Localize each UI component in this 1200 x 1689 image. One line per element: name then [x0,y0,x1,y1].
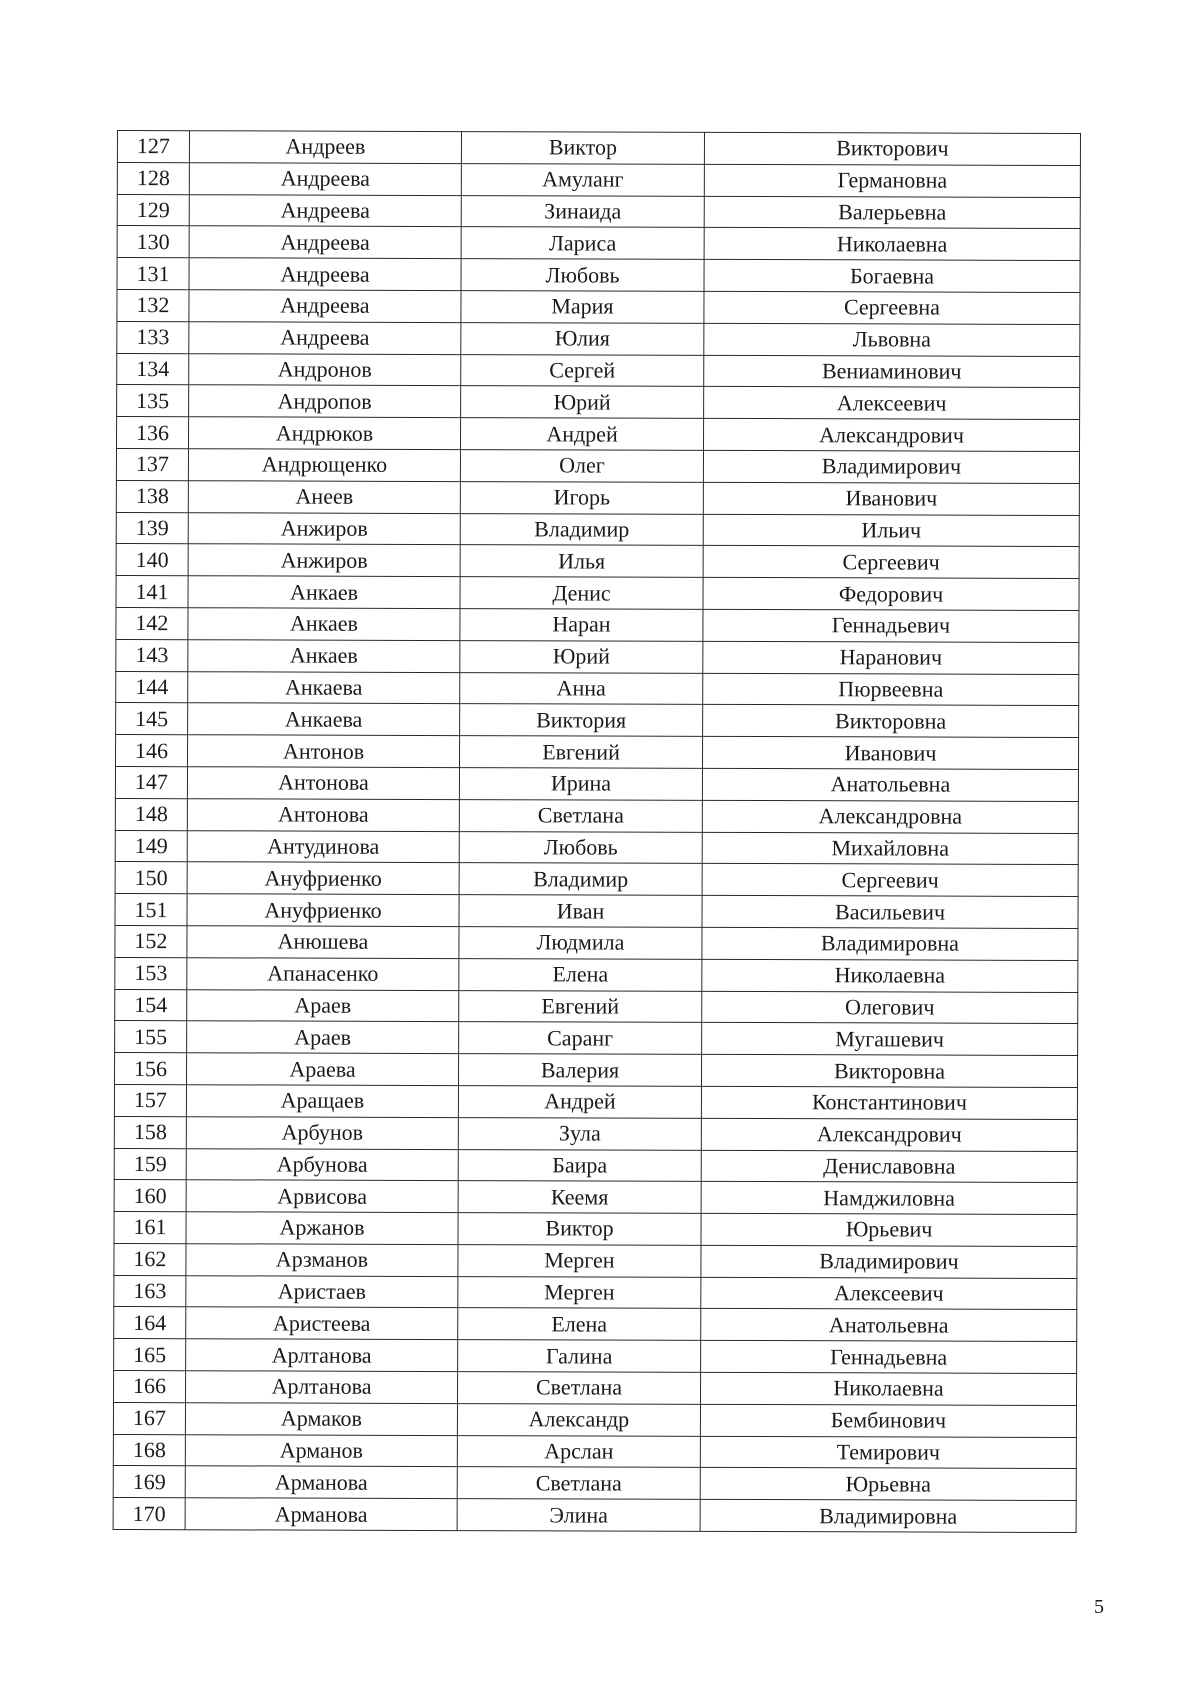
patronymic-cell: Владимирович [701,1245,1077,1278]
row-number-cell: 162 [114,1243,186,1275]
first-name-cell: Элина [457,1499,700,1532]
patronymic-cell: Анатольевна [701,1309,1077,1342]
first-name-cell: Мерген [458,1276,701,1309]
patronymic-cell: Анатольевна [702,768,1078,801]
row-number-cell: 149 [115,830,187,862]
patronymic-cell: Викторовна [703,705,1079,738]
first-name-cell: Анна [460,672,703,705]
row-number-cell: 129 [117,194,189,226]
first-name-cell: Зинаида [461,195,704,228]
table-row [114,1084,1077,1119]
row-number-cell: 147 [115,766,187,798]
last-name-cell: Антонова [187,767,459,800]
patronymic-cell: Юрьевна [700,1468,1076,1501]
last-name-cell: Андреева [189,258,461,291]
last-name-cell: Арзманов [186,1244,458,1277]
patronymic-cell: Дениславовна [701,1150,1077,1183]
patronymic-cell: Михайловна [702,832,1078,865]
row-number-cell: 160 [114,1180,186,1212]
last-name-cell: Антонов [188,735,460,768]
table-row [115,989,1078,1024]
row-number-cell: 142 [116,607,188,639]
table-row [115,862,1078,897]
last-name-cell: Араев [187,1021,459,1054]
first-name-cell: Игорь [460,481,703,514]
first-name-cell: Лариса [461,227,704,260]
row-number-cell: 150 [115,862,187,894]
first-name-cell: Владимир [459,863,702,896]
first-name-cell: Людмила [459,927,702,960]
first-name-cell: Виктор [461,132,704,165]
row-number-cell: 148 [115,798,187,830]
table-row [114,1243,1077,1278]
patronymic-cell: Алексеевич [701,1277,1077,1310]
patronymic-cell: Николаевна [702,959,1078,992]
first-name-cell: Евгений [459,736,702,769]
table-row [116,607,1079,642]
table-row [117,385,1080,420]
patronymic-cell: Иванович [702,736,1078,769]
first-name-cell: Сергей [461,354,704,387]
table-row [114,1148,1077,1183]
patronymic-cell: Сергеевич [703,546,1079,579]
table-row [114,1180,1077,1215]
table-row [114,1339,1077,1374]
patronymic-cell: Викторовна [701,1054,1077,1087]
row-number-cell: 163 [114,1275,186,1307]
table-row [113,1434,1076,1469]
table-row [117,162,1080,197]
table-row [116,639,1079,674]
last-name-cell: Арманова [185,1498,457,1531]
last-name-cell: Андреева [189,322,461,355]
patronymic-cell: Константинович [701,1086,1077,1119]
patronymic-cell: Александровна [702,800,1078,833]
row-number-cell: 133 [117,321,189,353]
table-row [117,194,1080,229]
last-name-cell: Антудинова [187,830,459,863]
last-name-cell: Аристеева [186,1307,458,1340]
first-name-cell: Баира [458,1149,701,1182]
row-number-cell: 155 [115,1021,187,1053]
patronymic-cell: Александрович [701,1118,1077,1151]
first-name-cell: Евгений [459,990,702,1023]
patronymic-cell: Юрьевич [701,1213,1077,1246]
table-row [117,353,1080,388]
first-name-cell: Наран [460,609,703,642]
name-list-table [113,130,1081,1533]
row-number-cell: 135 [117,385,189,417]
last-name-cell: Араева [187,1053,459,1086]
row-number-cell: 146 [116,735,188,767]
row-number-cell: 159 [114,1148,186,1180]
row-number-cell: 167 [113,1402,185,1434]
patronymic-cell: Алексеевич [704,387,1080,420]
name-list-body [113,131,1080,1533]
table-row [117,258,1080,293]
patronymic-cell: Сергеевич [702,864,1078,897]
last-name-cell: Андреева [189,163,461,196]
last-name-cell: Анжиров [188,544,460,577]
last-name-cell: Арманова [185,1466,457,1499]
patronymic-cell: Бембинович [700,1404,1076,1437]
row-number-cell: 170 [113,1498,185,1530]
first-name-cell: Олег [460,450,703,483]
last-name-cell: Аращаев [186,1085,458,1118]
last-name-cell: Арлтанова [186,1371,458,1404]
row-number-cell: 166 [114,1371,186,1403]
row-number-cell: 144 [116,671,188,703]
row-number-cell: 128 [117,162,189,194]
last-name-cell: Арбунов [186,1116,458,1149]
patronymic-cell: Федорович [703,577,1079,610]
last-name-cell: Анюшева [187,926,459,959]
row-number-cell: 139 [116,512,188,544]
row-number-cell: 134 [117,353,189,385]
table-row [117,226,1080,261]
last-name-cell: Ануфриенко [187,862,459,895]
table-row [116,480,1079,515]
last-name-cell: Анкаева [188,703,460,736]
last-name-cell: Арбунова [186,1148,458,1181]
row-number-cell: 132 [117,289,189,321]
last-name-cell: Арманов [185,1434,457,1467]
row-number-cell: 169 [113,1466,185,1498]
last-name-cell: Аристаев [186,1275,458,1308]
first-name-cell: Виктор [458,1213,701,1246]
patronymic-cell: Ильич [703,514,1079,547]
table-row [113,1466,1076,1501]
first-name-cell: Галина [458,1340,701,1373]
table-row [114,1371,1077,1406]
table-row [115,766,1078,801]
patronymic-cell: Намджиловна [701,1182,1077,1215]
last-name-cell: Арвисова [186,1180,458,1213]
row-number-cell: 164 [114,1307,186,1339]
patronymic-cell: Владимировна [700,1500,1076,1533]
row-number-cell: 131 [117,258,189,290]
last-name-cell: Анкаева [188,671,460,704]
row-number-cell: 153 [115,957,187,989]
last-name-cell: Андропов [189,385,461,418]
table-row [117,289,1080,324]
table-row [113,1498,1076,1533]
last-name-cell: Андреева [189,194,461,227]
last-name-cell: Анкаев [188,576,460,609]
first-name-cell: Валерия [458,1054,701,1087]
last-name-cell: Ануфриенко [187,894,459,927]
row-number-cell: 158 [114,1116,186,1148]
patronymic-cell: Олегович [702,991,1078,1024]
first-name-cell: Кеемя [458,1181,701,1214]
table-row [117,131,1080,166]
table-row [115,957,1078,992]
row-number-cell: 127 [117,131,189,163]
first-name-cell: Андрей [458,1085,701,1118]
table-row [116,735,1079,770]
first-name-cell: Арслан [457,1435,700,1468]
table-row [115,830,1078,865]
table-row [115,1021,1078,1056]
first-name-cell: Владимир [460,513,703,546]
first-name-cell: Амуланг [461,163,704,196]
first-name-cell: Ирина [459,768,702,801]
row-number-cell: 152 [115,925,187,957]
last-name-cell: Андрюков [188,417,460,450]
row-number-cell: 154 [115,989,187,1021]
patronymic-cell: Наранович [703,641,1079,674]
table-row [116,417,1079,452]
first-name-cell: Елена [459,958,702,991]
row-number-cell: 136 [116,417,188,449]
patronymic-cell: Геннадьевич [703,609,1079,642]
first-name-cell: Любовь [459,831,702,864]
row-number-cell: 141 [116,576,188,608]
last-name-cell: Анкаев [188,608,460,641]
last-name-cell: Антонова [187,798,459,831]
patronymic-cell: Валерьевна [704,196,1080,229]
table-row [116,576,1079,611]
first-name-cell: Любовь [461,259,704,292]
patronymic-cell: Николаевна [704,228,1080,261]
row-number-cell: 143 [116,639,188,671]
table-row [116,448,1079,483]
table-row [116,671,1079,706]
patronymic-cell: Викторович [704,132,1080,165]
last-name-cell: Андреев [189,131,461,164]
row-number-cell: 157 [114,1084,186,1116]
first-name-cell: Денис [460,577,703,610]
first-name-cell: Юрий [460,640,703,673]
patronymic-cell: Мугашевич [702,1023,1078,1056]
table-row [114,1116,1077,1151]
table-row [116,544,1079,579]
last-name-cell: Аржанов [186,1212,458,1245]
last-name-cell: Андреева [189,226,461,259]
patronymic-cell: Богаевна [704,260,1080,293]
last-name-cell: Апанасенко [187,957,459,990]
patronymic-cell: Владимировна [702,927,1078,960]
patronymic-cell: Львовна [704,323,1080,356]
table-row [116,703,1079,738]
first-name-cell: Саранг [459,1022,702,1055]
last-name-cell: Армаков [185,1403,457,1436]
row-number-cell: 156 [115,1053,187,1085]
table-row [116,512,1079,547]
table-row [114,1307,1077,1342]
first-name-cell: Светлана [457,1467,700,1500]
last-name-cell: Арлтанова [186,1339,458,1372]
last-name-cell: Анеев [188,480,460,513]
table-row [115,1053,1078,1088]
patronymic-cell: Александрович [703,419,1079,452]
table-row [115,925,1078,960]
row-number-cell: 140 [116,544,188,576]
table-row [114,1212,1077,1247]
patronymic-cell: Геннадьевна [701,1341,1077,1374]
last-name-cell: Андронов [189,353,461,386]
last-name-cell: Андрющенко [188,449,460,482]
first-name-cell: Елена [458,1308,701,1341]
first-name-cell: Илья [460,545,703,578]
table-row [114,1275,1077,1310]
patronymic-cell: Владимирович [703,450,1079,483]
last-name-cell: Андреева [189,290,461,323]
first-name-cell: Юлия [461,322,704,355]
table-row [113,1402,1076,1437]
patronymic-cell: Вениаминович [704,355,1080,388]
first-name-cell: Мерген [458,1244,701,1277]
first-name-cell: Светлана [458,1372,701,1405]
patronymic-cell: Германовна [704,164,1080,197]
row-number-cell: 138 [116,480,188,512]
first-name-cell: Светлана [459,799,702,832]
first-name-cell: Иван [459,895,702,928]
row-number-cell: 137 [116,448,188,480]
patronymic-cell: Николаевна [700,1372,1076,1405]
first-name-cell: Мария [461,291,704,324]
patronymic-cell: Иванович [703,482,1079,515]
first-name-cell: Виктория [460,704,703,737]
row-number-cell: 161 [114,1212,186,1244]
page-number: 5 [1094,1596,1104,1618]
table-row [115,798,1078,833]
row-number-cell: 130 [117,226,189,258]
last-name-cell: Араев [187,989,459,1022]
row-number-cell: 145 [116,703,188,735]
patronymic-cell: Пюрвеевна [703,673,1079,706]
last-name-cell: Анкаев [188,639,460,672]
table-row [117,321,1080,356]
first-name-cell: Андрей [460,418,703,451]
patronymic-cell: Сергеевна [704,291,1080,324]
first-name-cell: Зула [458,1117,701,1150]
last-name-cell: Анжиров [188,512,460,545]
first-name-cell: Александр [457,1403,700,1436]
first-name-cell: Юрий [461,386,704,419]
row-number-cell: 168 [113,1434,185,1466]
row-number-cell: 165 [114,1339,186,1371]
patronymic-cell: Темирович [700,1436,1076,1469]
table-row [115,894,1078,929]
patronymic-cell: Васильевич [702,895,1078,928]
row-number-cell: 151 [115,894,187,926]
